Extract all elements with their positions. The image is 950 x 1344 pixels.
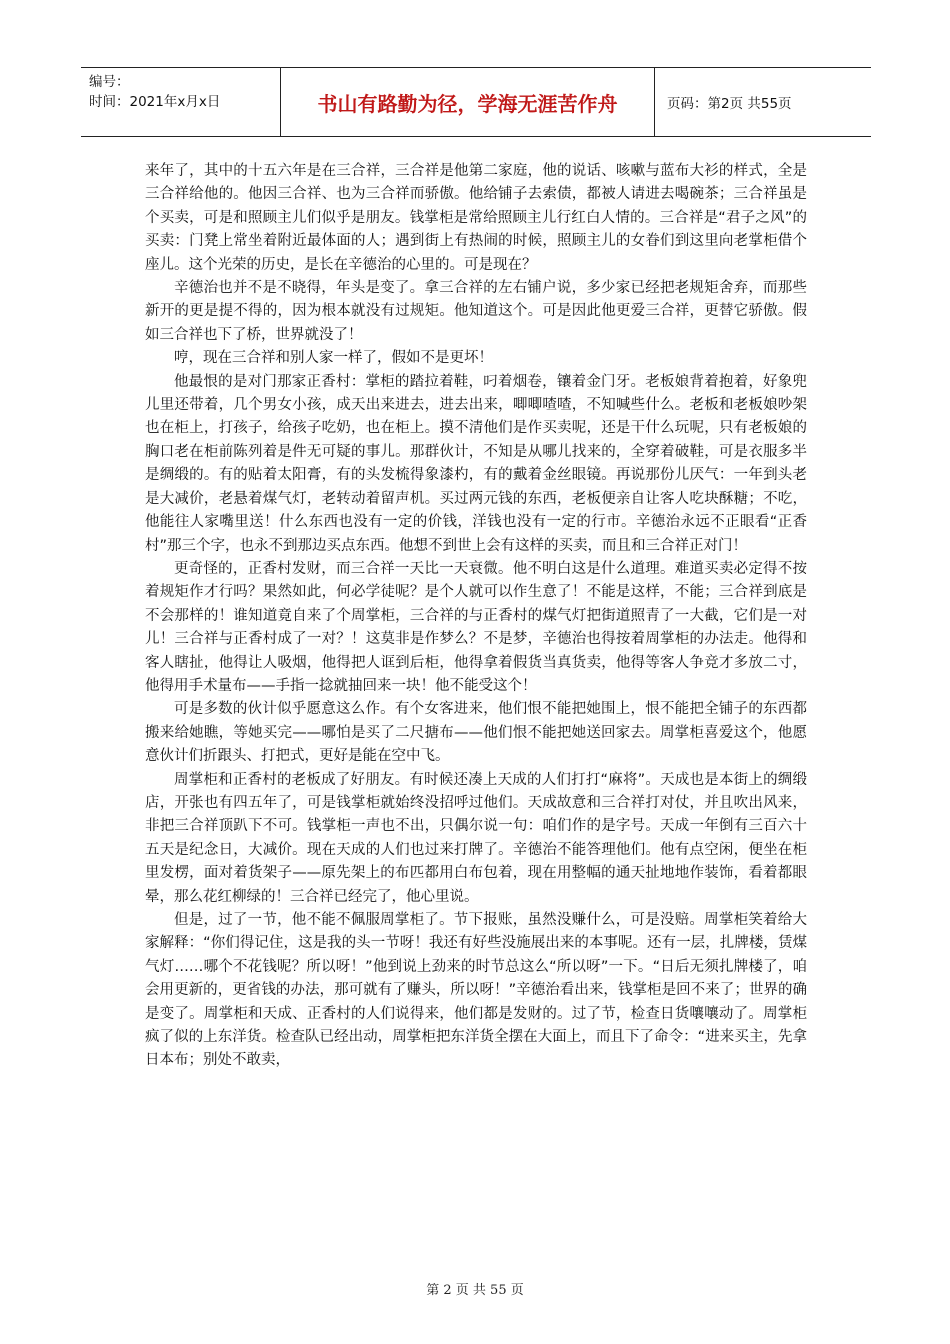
- paragraph: 可是多数的伙计似乎愿意这么作。有个女客进来，他们恨不能把她围上，恨不能把全铺子的东西都搬来给她瞧，等她买完——哪怕是买了二尺搪布——他们恨不能把她送回家去。周掌柜喜爱这个，他愿意伙计们折跟头、打把式，更好是能在空中飞。: [145, 701, 807, 765]
- document-number: 编号：: [89, 74, 130, 90]
- paragraph: 更奇怪的，正香村发财，而三合祥一天比一天衰微。他不明白这是什么道理。难道买卖必定得不按着规矩作才行吗？果然如此，何必学徒呢？是个人就可以作生意了！不能是这样，不能；三合祥到底是不会那样的！谁知道竟自来了个周掌柜，三合祥的与正香村的煤气灯把街道照青了一大截，它们是一对儿！三合祥与正香村成了一对？！这莫非是作梦么？不是梦，辛德治也得按着周掌柜的办法走。他得和客人瞎扯，他得让人吸烟，他得把人诓到后柜，他得拿着假货当真货卖，他得等客人争竞才多放二寸，他得用手术量布——手指一捻就抽回来一块！他不能受这个！: [145, 560, 807, 694]
- page-footer: 第 2 页 共 55 页: [426, 1283, 524, 1298]
- paragraph: 来年了，其中的十五六年是在三合祥，三合祥是他第二家庭，他的说话、咳嗽与蓝布大衫的样式，全是三合祥给他的。他因三合祥、也为三合祥而骄傲。他给铺子去索债，都被人请进去喝碗茶；三合祥虽是个买卖，可是和照顾主儿们似乎是朋友。钱掌柜是常给照顾主儿行红白人情的。三合祥是“君子之风”的买卖：门凳上常坐着附近最体面的人；遇到街上有热闹的时候，照顾主儿的女眷们到这里向老掌柜借个座儿。这个光荣的历史，是长在辛德治的心里的。可是现在？: [145, 163, 807, 273]
- paragraph: 他最恨的是对门那家正香村：掌柜的踏拉着鞋，叼着烟卷，镶着金门牙。老板娘背着抱着，好象兜儿里还带着，几个男女小孩，成天出来进去，进去出来，唧唧喳喳，不知喊些什么。老板和老板娘吵架也在柜上，打孩子，给孩子吃奶，也在柜上。摸不清他们是作买卖呢，还是干什么玩呢，只有老板娘的胸口老在柜前陈列着是件无可疑的事儿。那群伙计，不知是从哪儿找来的，全穿着破鞋，可是衣服多半是绸缎的。有的贴着太阳膏，有的头发梳得象漆杓，有的戴着金丝眼镜。再说那份儿厌气：一年到头老是大减价，老悬着煤气灯，老转动着留声机。买过两元钱的东西，老板便亲自让客人吃块酥糖；不吃，他能往人家嘴里送！什么东西也没有一定的价钱，洋钱也没有一定的行市。辛德治永远不正眼看“正香村”那三个字，也永不到那边买点东西。他想不到世上会有这样的买卖，而且和三合祥正对门！: [145, 373, 807, 554]
- header-page-number: 页码：第2页 共55页: [667, 96, 792, 112]
- header-meta: [81, 68, 281, 136]
- paragraph: 辛德治也并不是不晓得，年头是变了。拿三合祥的左右铺户说，多少家已经把老规矩舍弃，而那些新开的更是提不得的，因为根本就没有过规矩。他知道这个。可是因此他更爱三合祥，更替它骄傲。假如三合祥也下了桥，世界就没了！: [145, 280, 807, 343]
- article-body: [145, 160, 807, 1073]
- document-date: 时间：2021年x月x日: [89, 94, 221, 110]
- page-header: [81, 67, 871, 137]
- paragraph: 但是，过了一节，他不能不佩服周掌柜了。节下报账，虽然没赚什么，可是没赔。周掌柜笑着给大家解释：“你们得记住，这是我的头一节呀！我还有好些没施展出来的本事呢。还有一层，扎牌楼，赁煤气灯……哪个不花钱呢？所以呀！”他到说上劲来的时节总这么“所以呀”一下。“日后无须扎牌楼了，咱会用更新的，更省钱的办法，那可就有了赚头，所以呀！”辛德治看出来，钱掌柜是回不来了；世界的确是变了。周掌柜和天成、正香村的人们说得来，他们都是发财的。过了节，检查日货嚷嚷动了。周掌柜疯了似的上东洋货。检查队已经出动，周掌柜把东洋货全摆在大面上，而且下了命令：“进来买主，先拿日本布；别处不敢卖，: [145, 912, 807, 1069]
- header-motto: 书山有路勤为径，学海无涯苦作舟: [281, 68, 655, 136]
- paragraph: 周掌柜和正香村的老板成了好朋友。有时候还凑上天成的人们打打“麻将”。天成也是本街上的绸缎店，开张也有四五年了，可是钱掌柜就始终没招呼过他们。天成故意和三合祥打对仗，并且吹出风来，非把三合祥顶趴下不可。钱掌柜一声也不出，只偶尔说一句：咱们作的是字号。天成一年倒有三百六十五天是纪念日，大减价。现在天成的人们也过来打牌了。辛德治不能答理他们。他有点空闲，便坐在柜里发楞，面对着货架子——原先架上的布匹都用白布包着，现在用整幅的通天扯地地作装饰，看着都眼晕，那么花红柳绿的！三合祥已经完了，他心里说。: [145, 771, 807, 905]
- paragraph: 哼，现在三合祥和别人家一样了，假如不是更坏！: [174, 350, 493, 367]
